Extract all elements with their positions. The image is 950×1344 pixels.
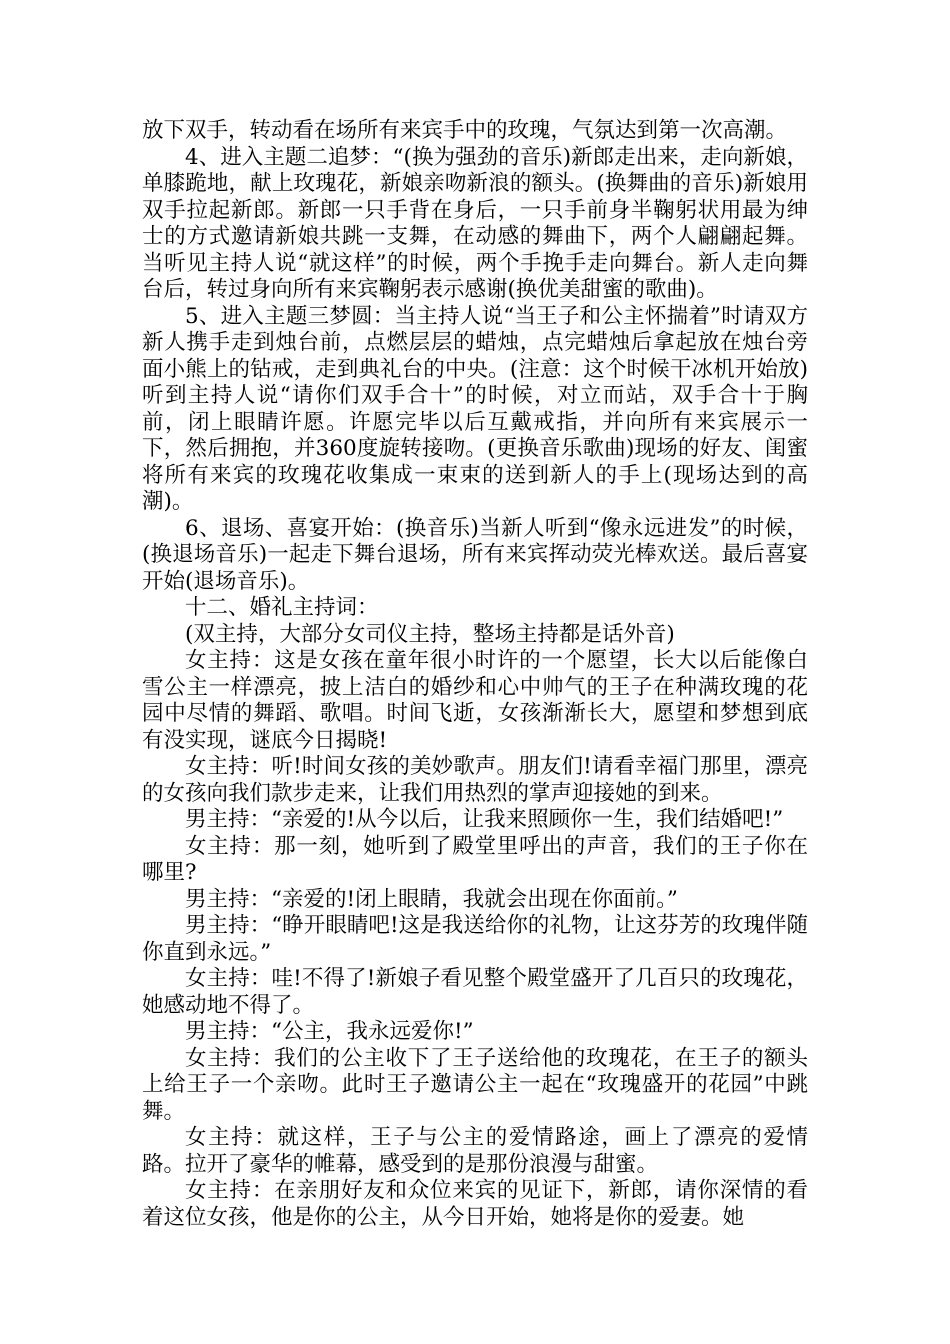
paragraph-dialogue: 女主持：那一刻，她听到了殿堂里呼出的声音，我们的王子你在哪里? xyxy=(142,833,808,885)
paragraph-dialogue: 女主持：听!时间女孩的美妙歌声。朋友们!请看幸福门那里，漂亮的女孩向我们款步走来，让我们用热烈的掌声迎接她的到来。 xyxy=(142,754,808,806)
paragraph-dialogue: 女主持：就这样，王子与公主的爱情路途，画上了漂亮的爱情路。拉开了豪华的帷幕，感受到的是那份浪漫与甜蜜。 xyxy=(142,1125,808,1177)
paragraph-step-6: 6、退场、喜宴开始：(换音乐)当新人听到“像永远进发”的时候，(换退场音乐)一起走下舞台退场，所有来宾挥动荧光棒欢送。最后喜宴开始(退场音乐)。 xyxy=(142,515,808,594)
paragraph-dialogue: 女主持：哇!不得了!新娘子看见整个殿堂盛开了几百只的玫瑰花，她感动地不得了。 xyxy=(142,966,808,1018)
paragraph-note: (双主持，大部分女司仪主持，整场主持都是话外音) xyxy=(185,621,675,647)
document-page xyxy=(142,118,808,1231)
paragraph-dialogue: 女主持：我们的公主收下了王子送给他的玫瑰花，在王子的额头上给王子一个亲吻。此时王子邀请公主一起在“玫瑰盛开的花园”中跳舞。 xyxy=(142,1045,808,1124)
paragraph-step-5: 5、进入主题三梦圆：当主持人说“当王子和公主怀揣着”时请双方新人携手走到烛台前，点燃层层的蜡烛，点完蜡烛后拿起放在烛台旁面小熊上的钻戒，走到典礼台的中央。(注意：这个时候干冰机开始放)听到主持人说“请你们双手合十”的时候，对立而站，双手合十于胸前，闭上眼睛许愿。许愿完毕以后互戴戒指，并向所有来宾展示一下，然后拥抱，并360度旋转接吻。(更换音乐歌曲)现场的好友、闺蜜将所有来宾的玫瑰花收集成一束束的送到新人的手上(现场达到的高潮)。 xyxy=(142,303,808,514)
paragraph-dialogue: 女主持：这是女孩在童年很小时许的一个愿望，长大以后能像白雪公主一样漂亮，披上洁白的婚纱和心中帅气的王子在种满玫瑰的花园中尽情的舞蹈、歌唱。时间飞逝，女孩渐渐长大，愿望和梦想到底有没实现，谜底今日揭晓! xyxy=(142,648,808,753)
paragraph-step-4: 4、进入主题二追梦：“(换为强劲的音乐)新郎走出来，走向新娘，单膝跪地，献上玫瑰花，新娘亲吻新浪的额头。(换舞曲的音乐)新娘用双手拉起新郎。新郎一只手背在身后，一只手前身半鞠躬状用最为绅士的方式邀请新娘共跳一支舞，在动感的舞曲下，两个人翩翩起舞。当听见主持人说“就这样”的时候，两个手挽手走向舞台。新人走向舞台后，转过身向所有来宾鞠躬表示感谢(换优美甜蜜的歌曲)。 xyxy=(142,144,808,302)
paragraph-continuation: 放下双手，转动看在场所有来宾手中的玫瑰，气氛达到第一次高潮。 xyxy=(142,118,788,143)
paragraph-dialogue: 女主持：在亲朋好友和众位来宾的见证下，新郎，请你深情的看着这位女孩，他是你的公主，从今日开始，她将是你的爱妻。她 xyxy=(142,1178,808,1230)
section-heading: 十二、婚礼主持词： xyxy=(185,595,379,620)
paragraph-dialogue: 男主持：“公主，我永远爱你!” xyxy=(185,1019,474,1044)
paragraph-dialogue: 男主持：“亲爱的!闭上眼睛，我就会出现在你面前。” xyxy=(185,886,678,912)
paragraph-dialogue: 男主持：“亲爱的!从今以后，让我来照顾你一生，我们结婚吧!” xyxy=(185,807,784,832)
paragraph-dialogue: 男主持：“睁开眼睛吧!这是我送给你的礼物，让这芬芳的玫瑰伴随你直到永远。” xyxy=(142,913,808,965)
